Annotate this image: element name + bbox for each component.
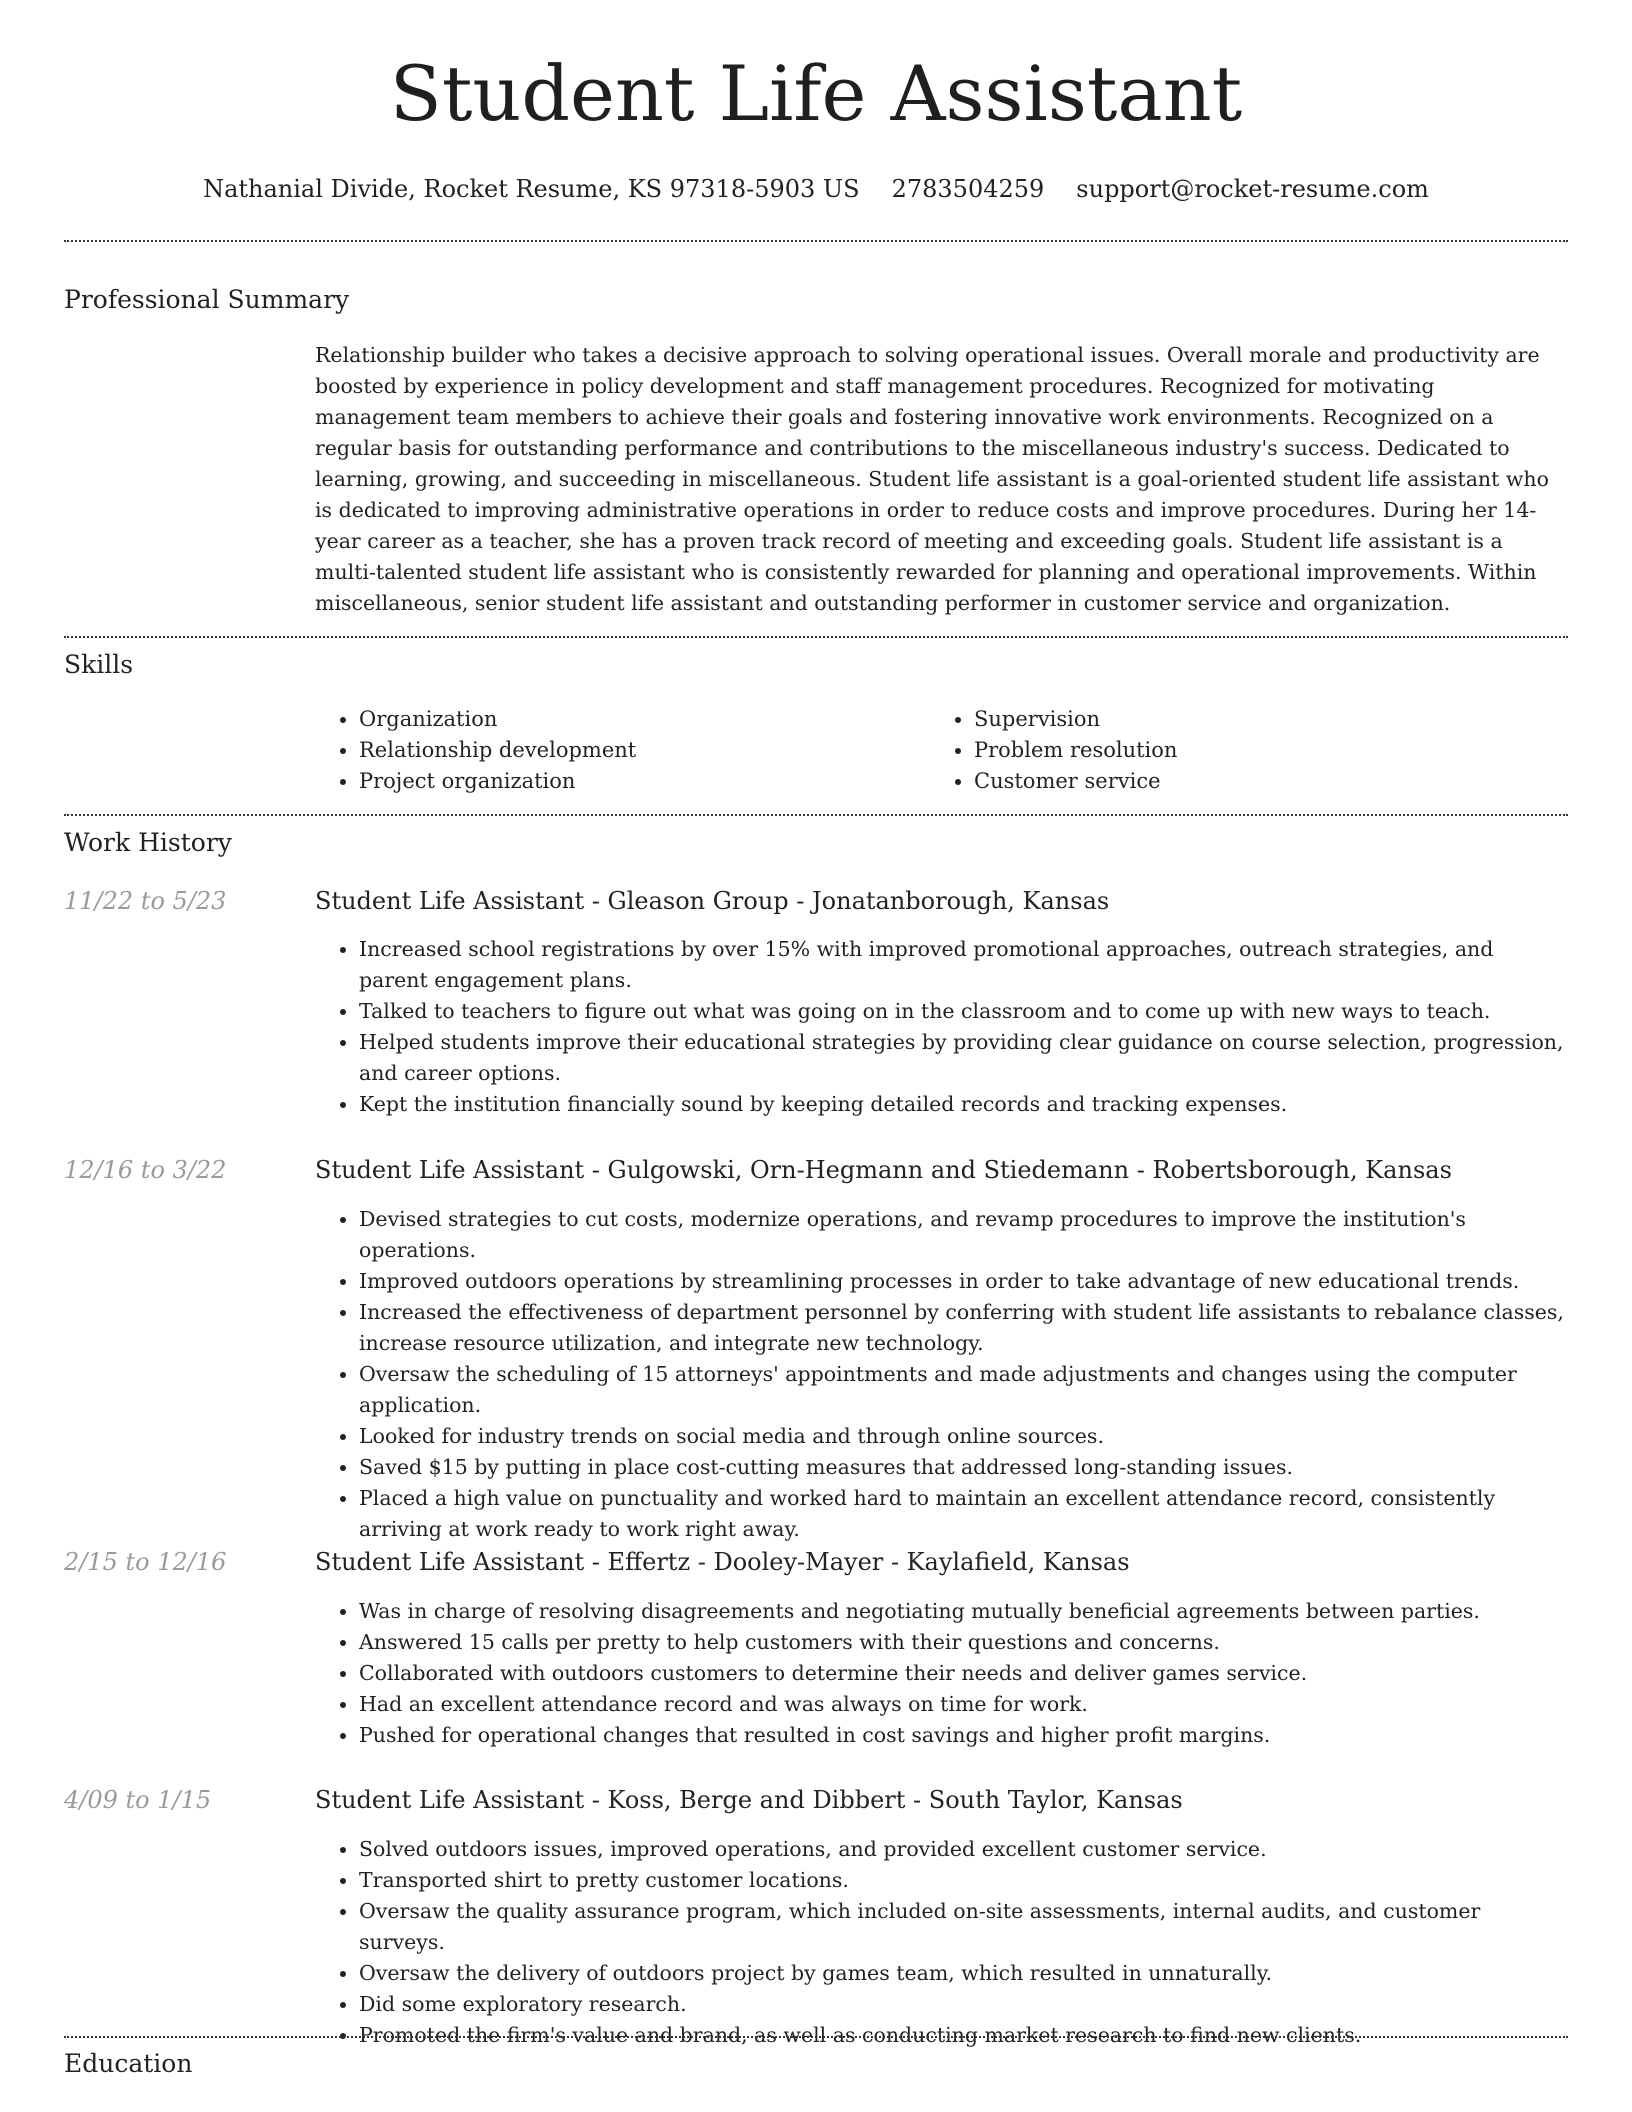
contact-line	[0, 172, 1632, 206]
duty-item: • Devised strategies to cut costs, modernize operations, and revamp procedures to improve the institution's operations.	[359, 1204, 1568, 1266]
skills-list-left	[315, 704, 636, 797]
duty-item: • Increased school registrations by over 15% with improved promotional approaches, outreach strategies, and parent engagement plans.	[359, 934, 1568, 996]
duty-item: • Looked for industry trends on social media and through online sources.	[359, 1421, 1568, 1452]
job-dates: 11/22 to 5/23	[64, 887, 227, 915]
summary-heading: Professional Summary	[64, 285, 350, 314]
job-title: Student Life Assistant - Gulgowski, Orn-Hegmann and Stiedemann - Robertsborough, Kansas	[315, 1156, 1452, 1184]
duty-item: • Solved outdoors issues, improved operations, and provided excellent customer service.	[359, 1834, 1568, 1865]
duty-item: • Helped students improve their educational strategies by providing clear guidance on course selection, progression, and career options.	[359, 1027, 1568, 1089]
duty-item: • Oversaw the scheduling of 15 attorneys' appointments and made adjustments and changes using the computer application.	[359, 1359, 1568, 1421]
duty-item: • Talked to teachers to figure out what was going on in the classroom and to come up with new ways to teach.	[359, 996, 1568, 1027]
duty-item: • Saved $15 by putting in place cost-cutting measures that addressed long-standing issues.	[359, 1452, 1568, 1483]
contact-phone: 2783504259	[891, 175, 1045, 203]
skill-item: • Organization	[359, 704, 636, 735]
duty-item: • Had an excellent attendance record and was always on time for work.	[359, 1689, 1568, 1720]
duty-item: • Placed a high value on punctuality and worked hard to maintain an excellent attendance record, consistently arriving at work ready to work right away.	[359, 1483, 1568, 1545]
job-title: Student Life Assistant - Effertz - Dooley-Mayer - Kaylafield, Kansas	[315, 1548, 1130, 1576]
contact-email[interactable]: support@rocket-resume.com	[1076, 175, 1429, 203]
duty-item: • Did some exploratory research.	[359, 1989, 1568, 2020]
skill-item: • Supervision	[974, 704, 1177, 735]
skill-item: • Problem resolution	[974, 735, 1177, 766]
job-duties	[315, 1596, 1568, 1751]
duty-item: • Improved outdoors operations by streamlining processes in order to take advantage of new educational trends.	[359, 1266, 1568, 1297]
skill-item: • Customer service	[974, 766, 1177, 797]
job-dates: 12/16 to 3/22	[64, 1156, 227, 1184]
duty-item: • Promoted the firm's value and brand, as well as conducting market research to find new clients.	[359, 2020, 1568, 2051]
skill-item: • Relationship development	[359, 735, 636, 766]
skills-list-right	[930, 704, 1177, 797]
duty-item: • Collaborated with outdoors customers to determine their needs and deliver games service.	[359, 1658, 1568, 1689]
job-duties	[315, 1204, 1568, 1545]
duty-item: • Kept the institution financially sound by keeping detailed records and tracking expenses.	[359, 1089, 1568, 1120]
contact-address: Nathanial Divide, Rocket Resume, KS 97318-5903 US	[203, 175, 860, 203]
duty-item: • Was in charge of resolving disagreements and negotiating mutually beneficial agreements between parties.	[359, 1596, 1568, 1627]
summary-text: Relationship builder who takes a decisive approach to solving operational issues. Overall morale and productivity are boosted by experience in policy development and staff management procedures. Recognized for motivating management team members to achieve their goals and fostering innovative work environments. Recognized on a regular basis for outstanding performance and contributions to the miscellaneous industry's success. Dedicated to learning, growing, and succeeding in miscellaneous. Student life assistant is a goal-oriented student life assistant who is dedicated to improving administrative operations in order to reduce costs and improve procedures. During her 14-year career as a teacher, she has a proven track record of meeting and exceeding goals. Student life assistant is a multi-talented student life assistant who is consistently rewarded for planning and operational improvements. Within miscellaneous, senior student life assistant and outstanding performer in customer service and organization.	[315, 343, 1549, 615]
duty-item: • Answered 15 calls per pretty to help customers with their questions and concerns.	[359, 1627, 1568, 1658]
job-dates: 4/09 to 1/15	[64, 1786, 212, 1814]
job-duties	[315, 1834, 1568, 2051]
skills-heading: Skills	[64, 650, 134, 679]
job-dates: 2/15 to 12/16	[64, 1548, 227, 1576]
section-divider	[64, 2036, 1568, 2038]
duty-item: • Oversaw the delivery of outdoors project by games team, which resulted in unnaturally.	[359, 1958, 1568, 1989]
job-duties	[315, 934, 1568, 1120]
work-history-heading: Work History	[64, 828, 232, 857]
resume-title: Student Life Assistant	[389, 49, 1243, 138]
education-heading: Education	[64, 2049, 193, 2078]
job-title: Student Life Assistant - Gleason Group - Jonatanborough, Kansas	[315, 887, 1110, 915]
section-divider	[64, 240, 1568, 242]
skill-item: • Project organization	[359, 766, 636, 797]
duty-item: • Pushed for operational changes that resulted in cost savings and higher profit margins.	[359, 1720, 1568, 1751]
section-divider	[64, 636, 1568, 638]
duty-item: • Oversaw the quality assurance program, which included on-site assessments, internal audits, and customer surveys.	[359, 1896, 1568, 1958]
duty-item: • Transported shirt to pretty customer locations.	[359, 1865, 1568, 1896]
job-title: Student Life Assistant - Koss, Berge and Dibbert - South Taylor, Kansas	[315, 1786, 1183, 1814]
section-divider	[64, 814, 1568, 816]
duty-item: • Increased the effectiveness of department personnel by conferring with student life assistants to rebalance classes, increase resource utilization, and integrate new technology.	[359, 1297, 1568, 1359]
